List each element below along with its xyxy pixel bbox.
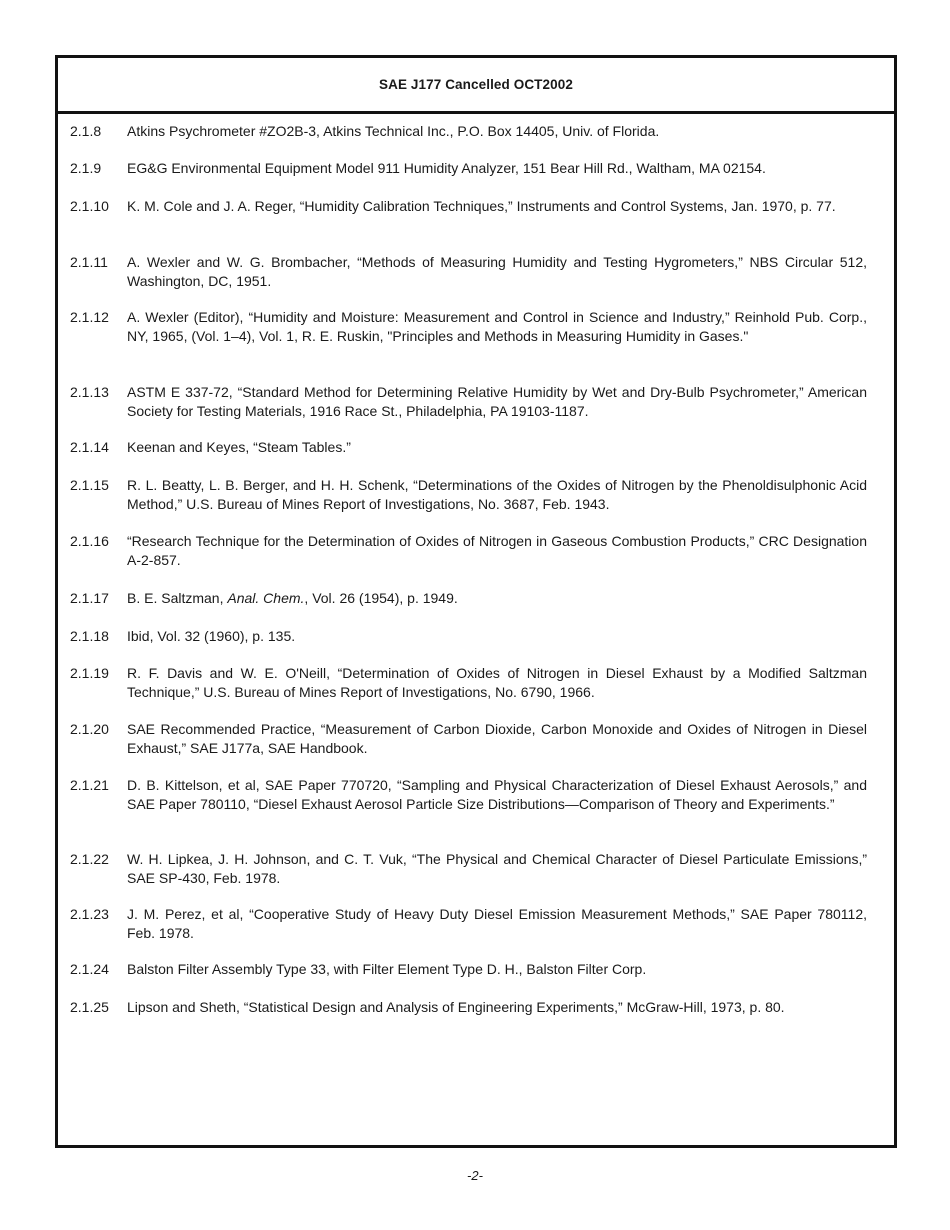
reference-number: 2.1.11: [70, 254, 108, 270]
reference-number: 2.1.20: [70, 721, 109, 737]
reference-text: K. M. Cole and J. A. Reger, “Humidity Calibration Techniques,” Instruments and Control Systems, Jan. 1970, p. 77.: [127, 198, 836, 214]
reference-number: 2.1.12: [70, 309, 109, 325]
reference-number: 2.1.19: [70, 665, 109, 681]
reference-item: [70, 720, 867, 757]
reference-text: D. B. Kittelson, et al, SAE Paper 770720, “Sampling and Physical Characterization of Diesel Exhaust Aerosols,” and SAE Paper 780110, “Diesel Exhaust Aerosol Particle Size Distributions—Comparison of Theory and Experiments.”: [127, 777, 867, 812]
document-title: SAE J177 Cancelled OCT2002: [379, 77, 573, 92]
reference-text: Ibid, Vol. 32 (1960), p. 135.: [127, 628, 296, 644]
reference-item: [70, 776, 867, 813]
reference-number: 2.1.14: [70, 439, 109, 455]
reference-text: [127, 589, 867, 608]
reference-number: 2.1.9: [70, 160, 102, 176]
reference-item: [70, 159, 867, 178]
reference-text: SAE Recommended Practice, “Measurement of Carbon Dioxide, Carbon Monoxide and Oxides of Nitrogen in Diesel Exhaust,” SAE J177a, SAE Handbook.: [127, 721, 867, 756]
reference-item: [70, 664, 867, 701]
reference-item: [70, 589, 867, 608]
reference-text: “Research Technique for the Determination of Oxides of Nitrogen in Gaseous Combustion Products,” CRC Designation A-2-857.: [127, 533, 867, 568]
journal-title: Anal. Chem.: [227, 590, 305, 606]
page-header: [58, 58, 894, 114]
reference-number: 2.1.23: [70, 906, 109, 922]
reference-text: W. H. Lipkea, J. H. Johnson, and C. T. Vuk, “The Physical and Chemical Character of Diesel Particulate Emissions,” SAE SP-430, Feb. 1978.: [127, 851, 867, 886]
reference-text: Atkins Psychrometer #ZO2B-3, Atkins Technical Inc., P.O. Box 14405, Univ. of Florida.: [127, 123, 660, 139]
reference-text: J. M. Perez, et al, “Cooperative Study of Heavy Duty Diesel Emission Measurement Methods,” SAE Paper 780112, Feb. 1978.: [127, 906, 867, 941]
reference-item: [70, 197, 867, 216]
page-frame: [55, 55, 897, 1148]
reference-item: [70, 476, 867, 513]
reference-text: A. Wexler (Editor), “Humidity and Moisture: Measurement and Control in Science and Industry,” Reinhold Pub. Corp., NY, 1965, (Vol. 1–4), Vol. 1, R. E. Ruskin, "Principles and Methods in Measuring Humidity in Gases.": [127, 309, 867, 344]
reference-number: 2.1.21: [70, 777, 109, 793]
reference-number: 2.1.13: [70, 384, 109, 400]
reference-number: 2.1.17: [70, 590, 109, 606]
reference-item: [70, 438, 867, 457]
page-number: -2-: [467, 1168, 483, 1183]
reference-item: [70, 122, 867, 141]
reference-number: 2.1.8: [70, 123, 102, 139]
reference-item: [70, 532, 867, 569]
reference-item: [70, 850, 867, 887]
reference-item: [70, 627, 867, 646]
reference-text: A. Wexler and W. G. Brombacher, “Methods of Measuring Humidity and Testing Hygrometers,” NBS Circular 512, Washington, DC, 1951.: [127, 254, 867, 289]
reference-item: [70, 253, 867, 290]
reference-item: [70, 960, 867, 979]
reference-text: Balston Filter Assembly Type 33, with Filter Element Type D. H., Balston Filter Corp.: [127, 961, 647, 977]
reference-item: [70, 308, 867, 345]
reference-text: ASTM E 337-72, “Standard Method for Determining Relative Humidity by Wet and Dry-Bulb Psychrometer,” American Society for Testing Materials, 1916 Race St., Philadelphia, PA 19103-1187.: [127, 384, 867, 419]
reference-number: 2.1.22: [70, 851, 109, 867]
reference-number: 2.1.18: [70, 628, 109, 644]
reference-item: [70, 905, 867, 942]
reference-item: [70, 383, 867, 420]
reference-text: EG&G Environmental Equipment Model 911 Humidity Analyzer, 151 Bear Hill Rd., Waltham, MA 02154.: [127, 160, 766, 176]
reference-item: [70, 998, 867, 1017]
reference-text: R. F. Davis and W. E. O'Neill, “Determination of Oxides of Nitrogen in Diesel Exhaust by a Modified Saltzman Technique,” U.S. Bureau of Mines Report of Investigations, No. 6790, 1966.: [127, 665, 867, 700]
reference-text: Lipson and Sheth, “Statistical Design and Analysis of Engineering Experiments,” McGraw-Hill, 1973, p. 80.: [127, 999, 785, 1015]
reference-number: 2.1.16: [70, 533, 109, 549]
reference-number: 2.1.25: [70, 999, 109, 1015]
reference-text: R. L. Beatty, L. B. Berger, and H. H. Schenk, “Determinations of the Oxides of Nitrogen by the Phenoldisulphonic Acid Method,” U.S. Bureau of Mines Report of Investigations, No. 3687, Feb. 1943.: [127, 477, 867, 512]
reference-text: Keenan and Keyes, “Steam Tables.”: [127, 439, 351, 455]
reference-number: 2.1.15: [70, 477, 109, 493]
reference-number: 2.1.10: [70, 198, 109, 214]
reference-number: 2.1.24: [70, 961, 109, 977]
reference-text-part: B. E. Saltzman,: [127, 590, 228, 606]
reference-text-part: , Vol. 26 (1954), p. 1949.: [304, 590, 458, 606]
